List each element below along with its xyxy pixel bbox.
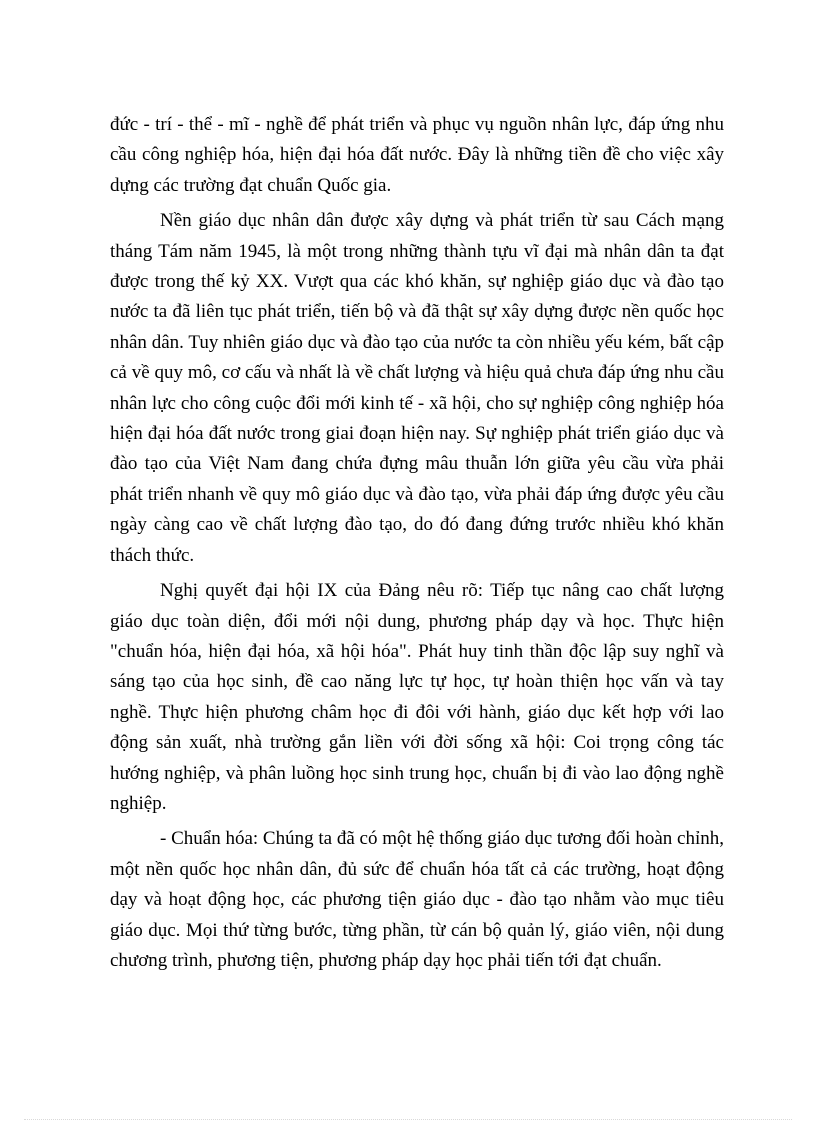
page-bottom-divider: [24, 1119, 792, 1120]
paragraph-continuation: đức - trí - thể - mĩ - nghề để phát triển và phục vụ nguồn nhân lực, đáp ứng nhu cầu công nghiệp hóa, hiện đại hóa đất nước. Đây là những tiền đề cho việc xây dựng các trường đạt chuẩn Quốc gia.: [110, 114, 724, 196]
document-body: [110, 110, 724, 981]
paragraph-education-history: Nền giáo dục nhân dân được xây dựng và phát triển từ sau Cách mạng tháng Tám năm 1945, là một trong những thành tựu vĩ đại mà nhân dân ta đạt được trong thế kỷ XX. Vượt qua các khó khăn, sự nghiệp giáo dục và đào tạo nước ta đã liên tục phát triển, tiến bộ và đã thật sự xây dựng được nền quốc học nhân dân. Tuy nhiên giáo dục và đào tạo của nước ta còn nhiều yếu kém, bất cập cả về quy mô, cơ cấu và nhất là về chất lượng và hiệu quả chưa đáp ứng nhu cầu nhân lực cho công cuộc đổi mới kinh tế - xã hội, cho sự nghiệp công nghiệp hóa hiện đại hóa đất nước trong giai đoạn hiện nay. Sự nghiệp phát triển giáo dục và đào tạo của Việt Nam đang chứa đựng mâu thuẫn lớn giữa yêu cầu vừa phải phát triển nhanh về quy mô giáo dục và đào tạo, vừa phải đáp ứng được yêu cầu ngày càng cao về chất lượng đào tạo, do đó đang đứng trước nhiều khó khăn thách thức.: [110, 210, 724, 566]
paragraph-standardization: - Chuẩn hóa: Chúng ta đã có một hệ thống giáo dục tương đối hoàn chỉnh, một nền quốc học nhân dân, đủ sức để chuẩn hóa tất cả các trường, hoạt động dạy và hoạt động học, các phương tiện giáo dục - đào tạo nhằm vào mục tiêu giáo dục. Mọi thứ từng bước, từng phần, từ cán bộ quản lý, giáo viên, nội dung chương trình, phương tiện, phương pháp dạy học phải tiến tới đạt chuẩn.: [110, 828, 724, 971]
paragraph-resolution-ix: Nghị quyết đại hội IX của Đảng nêu rõ: Tiếp tục nâng cao chất lượng giáo dục toàn diện, đổi mới nội dung, phương pháp dạy và học. Thực hiện "chuẩn hóa, hiện đại hóa, xã hội hóa". Phát huy tinh thần độc lập suy nghĩ và sáng tạo của học sinh, đề cao năng lực tự học, tự hoàn thiện học vấn và tay nghề. Thực hiện phương châm học đi đôi với hành, giáo dục kết hợp với lao động sản xuất, nhà trường gắn liền với đời sống xã hội: Coi trọng công tác hướng nghiệp, và phân luồng học sinh trung học, chuẩn bị đi vào lao động nghề nghiệp.: [110, 580, 724, 814]
